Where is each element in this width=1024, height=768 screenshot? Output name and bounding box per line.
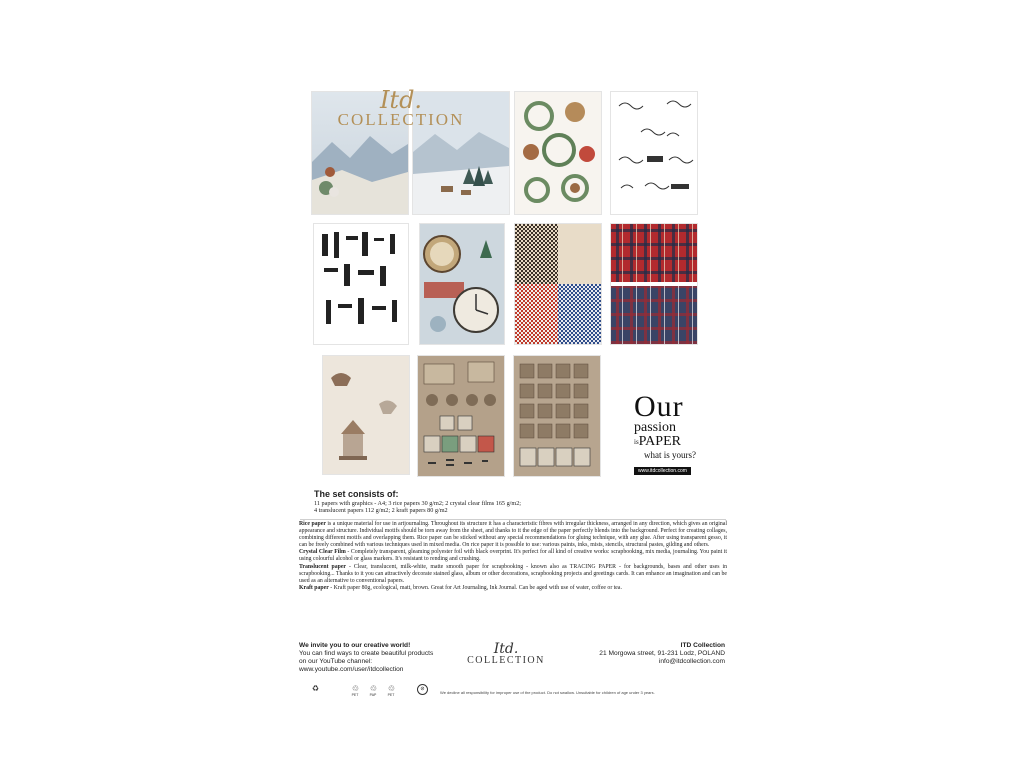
lettering-film-image: [314, 224, 408, 344]
tile-kraft-advent-calendar: [514, 356, 600, 476]
winter-forest-image: [413, 92, 509, 214]
advent-calendar-image: [514, 356, 600, 476]
rice-paper-text: is a unique material for use in artjournaling. Throughout its structure it has a characteristic fibres with irregular thickness, arranged in any direction, which gives an original appearance and structure. Individual motifs should be torn away from the sheet, and thanks to it the edge of the paper perfectly blends into the background. Perfect for creating collages, combining different motifs and overlapping them. Rice paper can be sticked without any special recommendations for gluing technique, with any glue. After using transparent gesso, it can be freely combined with various techniques used in mixed media. On rice paper it is possible to use: various paints, inks, mists, stencils, structural pastes, gilding and others.: [299, 521, 728, 549]
tile-tartan-plaids: [611, 224, 697, 344]
clocks-image: [420, 224, 504, 344]
tile-christmas-script-greetings: [611, 92, 697, 214]
disclaimer: We decline all responsibility for improper use of the product. Do not swallow. Unsuitable for children of age under 3 years.: [440, 690, 655, 695]
set-line1: 11 papers with graphics - A4; 3 rice papers 30 g/m2; 2 crystal clear films 165 g/m2;: [314, 500, 522, 507]
youtube-link[interactable]: www.youtube.com/user/itdcollection: [299, 666, 404, 673]
recycle-label-2: PAP: [369, 693, 377, 697]
tile-checkered-patterns: [515, 224, 601, 344]
slogan-line3: [634, 435, 714, 449]
company-email[interactable]: info@itdcollection.com: [658, 658, 725, 665]
tidyman-icon: ♻: [311, 684, 320, 693]
company-address: 21 Morgowa street, 91-231 Lodz, POLAND: [599, 650, 725, 657]
recycle-label-3: PET: [387, 693, 395, 697]
carousel-image: [323, 356, 409, 474]
checks-image: [515, 224, 601, 344]
recycle-icon-pap: ♲: [369, 684, 378, 693]
footer-logo-script: Itd.: [493, 641, 519, 657]
plaid-image: [611, 224, 697, 344]
tile-vintage-clocks: [420, 224, 504, 344]
set-contents: [314, 489, 724, 515]
logo-word: COLLECTION: [337, 110, 465, 129]
recycle-icon-pet-2: ♲: [387, 684, 396, 693]
tile-kraft-number-blocks: [418, 356, 504, 476]
crystal-film-paragraph: [299, 549, 727, 563]
rice-paper-paragraph: [299, 521, 727, 549]
logo-script: Itd.: [379, 86, 423, 114]
slogan-block: [634, 390, 714, 474]
footer-logo-word: COLLECTION: [467, 655, 545, 666]
slogan-is: is: [634, 438, 639, 446]
material-descriptions: [299, 521, 727, 592]
kraft-paper-text: - Kraft paper 80g, ecological, matt, brown. Great for Art Journaling, Ink Journal. Can be aged with use of water, coffee or tea.: [328, 584, 622, 591]
invite-line3: on our YouTube channel:: [299, 658, 373, 665]
recycle-icon-pet: ♲: [351, 684, 360, 693]
slogan-line4: what is yours?: [644, 450, 696, 460]
slogan-paper: PAPER: [638, 434, 681, 449]
crystal-film-text: - Completely transparent, gleaming polyester foil with black overprint. It's perfect for all kind of creative works: scrapbooking, mix media, journaling. You paint it using colourful alcohol or glass markers. It's resistant to rending and crushing.: [299, 549, 727, 563]
slogan-line1: Our: [634, 390, 684, 423]
tile-christmas-wreaths-animals: [515, 92, 601, 214]
recycle-label-1: PET: [351, 693, 359, 697]
recycling-icons: [311, 684, 401, 698]
footer-contact: [575, 642, 725, 666]
winter-landscape-image: [312, 92, 408, 214]
tile-mountain-winter-bird: [312, 92, 408, 214]
tile-carousel-rocking-horse: [323, 356, 409, 474]
set-title: The set consists of:: [314, 489, 399, 499]
number-blocks-image: [418, 356, 504, 476]
crystal-film-label: Crystal Clear Film: [299, 549, 346, 556]
rice-paper-label: Rice paper: [299, 521, 326, 527]
invite-line2: You can find ways to create beautiful products: [299, 650, 434, 657]
invite-heading: We invite you to our creative world!: [299, 642, 411, 649]
tile-christmas-lettering-film: [314, 224, 408, 344]
script-greetings-image: [611, 92, 697, 214]
slogan-url[interactable]: www.itdcollection.com: [634, 467, 691, 475]
footer-logo: [461, 642, 551, 666]
slogan-line2: passion: [634, 420, 676, 435]
kraft-paper-paragraph: [299, 585, 727, 592]
footer: [299, 642, 727, 698]
section-divider: [300, 519, 726, 520]
translucent-paper-label: Translucent paper: [299, 563, 346, 570]
wreaths-image: [515, 92, 601, 214]
company-name: ITD Collection: [680, 642, 725, 649]
translucent-paper-text: - Clear, translucent, milk-white, matte smooth paper for scrapbooking - known also as TRACING PAPER - for backgrounds, bases and other uses in scrapbooking... Thanks to it you can attractively decorate stained glass, album or other decorations, scrapbooking projects and greetings cards. It can enhance an imagination and can be used as an alternative to conventional papers.: [299, 563, 727, 584]
set-line2: 4 translucent papers 112 g/m2; 2 kraft papers 80 g/m2: [314, 507, 448, 515]
translucent-paper-paragraph: [299, 564, 727, 585]
kraft-paper-label: Kraft paper: [299, 584, 329, 591]
age-warning-icon: ⊘: [417, 684, 428, 695]
tile-winter-forest-deer: [413, 92, 509, 214]
footer-invite: [299, 642, 459, 674]
